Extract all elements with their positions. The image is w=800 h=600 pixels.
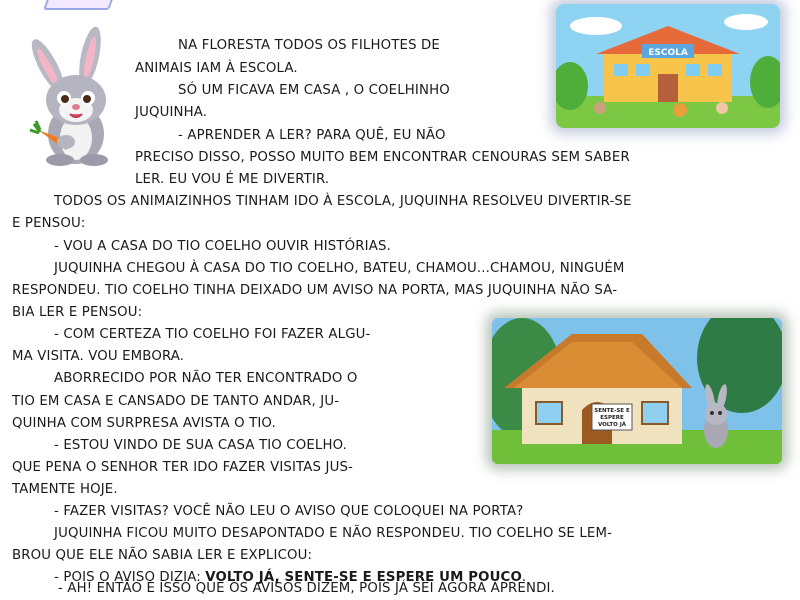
story-line-20: QUE PENA O SENHOR TER IDO FAZER VISITAS JUS- (12, 460, 353, 475)
story-line-11: JUQUINHA CHEGOU À CASA DO TIO COELHO, BATEU, CHAMOU...CHAMOU, NINGUÉM (54, 261, 625, 276)
story-line-19: - ESTOU VINDO DE SUA CASA TIO COELHO. (54, 438, 348, 453)
story-line-2: ANIMAIS IAM À ESCOLA. (135, 61, 298, 76)
house-sign-line-1: SENTE-SE E (594, 408, 630, 414)
story-line-8: TODOS OS ANIMAIZINHOS TINHAM IDO À ESCOLA, JUQUINHA RESOLVEU DIVERTIR-SE (54, 194, 632, 209)
house-sign-line-3: VOLTO JÁ (597, 422, 627, 428)
story-line-10: - VOU A CASA DO TIO COELHO OUVIR HISTÓRIAS. (54, 239, 391, 254)
story-line-15: MA VISITA. VOU EMBORA. (12, 349, 185, 364)
story-line-17: TIO EM CASA E CANSADO DE TANTO ANDAR, JU- (12, 394, 340, 409)
story-line-18: QUINHA COM SURPRESA AVISTA O TIO. (12, 416, 276, 431)
story-line-16: ABORRECIDO POR NÃO TER ENCONTRADO O (54, 371, 358, 386)
school-sign-text: ESCOLA (648, 48, 688, 58)
story-line-26: - AH! ENTÃO É ISSO QUE OS AVISOS DIZEM, POIS JÁ SEI AGORA APRENDI. (58, 581, 555, 596)
story-line-24: BROU QUE ELE NÃO SABIA LER E EXPLICOU: (12, 548, 313, 563)
story-line-3: SÓ UM FICAVA EM CASA , O COELHINHO (178, 83, 450, 98)
story-line-22: - FAZER VISITAS? VOCÊ NÃO LEU O AVISO QUE COLOQUEI NA PORTA? (54, 504, 524, 519)
story-line-6: PRECISO DISSO, POSSO MUITO BEM ENCONTRAR CENOURAS SEM SABER (135, 150, 630, 165)
house-sign-line-2: ESPERE (600, 415, 624, 421)
story-line-7: LER. EU VOU É ME DIVERTIR. (135, 172, 330, 187)
notice-text-bold: VOLTO JÁ, SENTE-SE E ESPERE UM POUCO (205, 570, 522, 585)
story-line-25-start: - POIS O AVISO DIZIA: (54, 570, 206, 585)
story-line-14: - COM CERTEZA TIO COELHO FOI FAZER ALGU- (54, 327, 371, 342)
story-line-13: BIA LER E PENSOU: (12, 305, 143, 320)
story-line-25-end: . (521, 570, 527, 585)
story-line-5: - APRENDER A LER? PARA QUÊ, EU NÃO (178, 128, 446, 143)
story-line-1: NA FLORESTA TODOS OS FILHOTES DE (178, 38, 440, 53)
story-line-4: JUQUINHA. (135, 105, 208, 120)
story-line-23: JUQUINHA FICOU MUITO DESAPONTADO E NÃO RESPONDEU. TIO COELHO SE LEM- (54, 526, 613, 541)
story-line-9: E PENSOU: (12, 216, 86, 231)
story-line-21: TAMENTE HOJE. (12, 482, 118, 497)
story-line-12: RESPONDEU. TIO COELHO TINHA DEIXADO UM AVISO NA PORTA, MAS JUQUINHA NÃO SA- (12, 283, 618, 298)
